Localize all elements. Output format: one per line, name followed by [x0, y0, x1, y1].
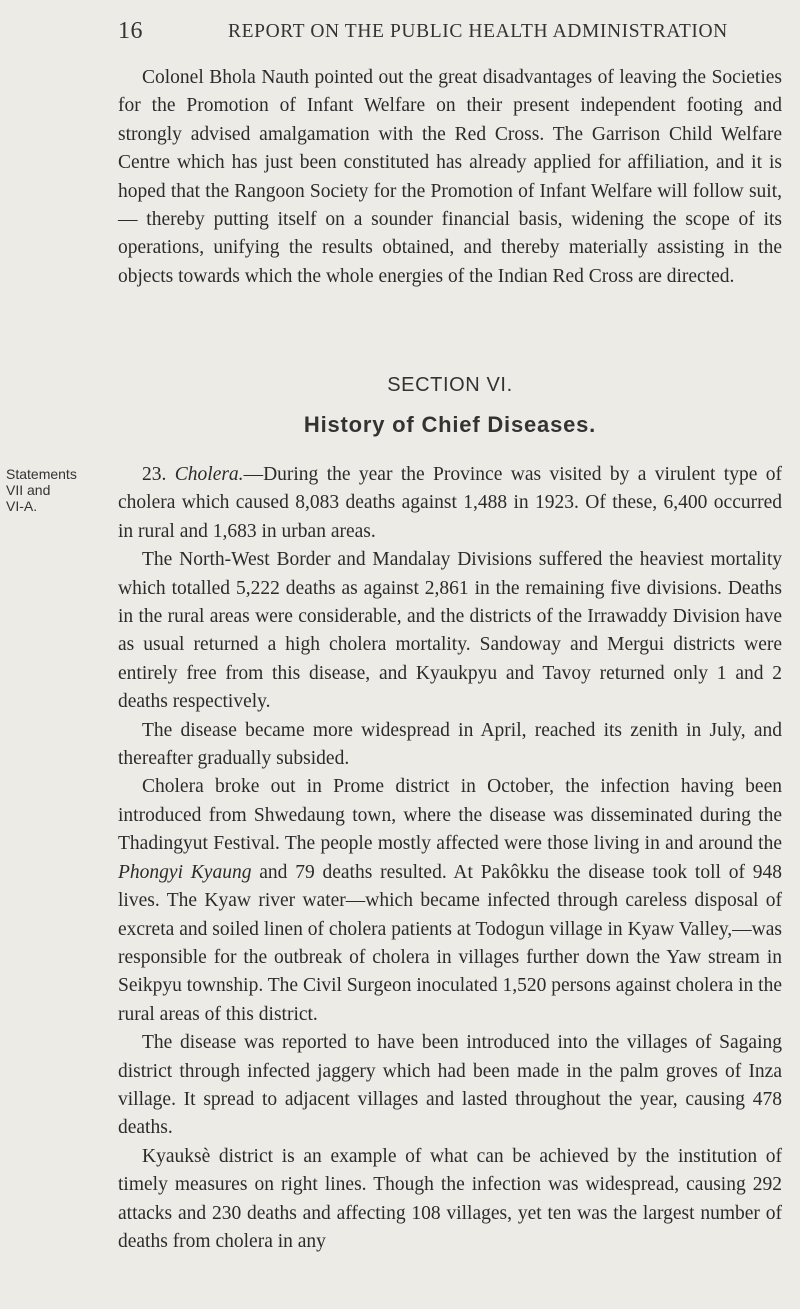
margin-note	[6, 466, 106, 514]
margin-note-line: VI-A.	[6, 498, 38, 514]
disease-title: Cholera.	[174, 464, 244, 485]
cholera-paragraph-3: The disease became more widespread in April, reached its zenith in July, and thereafter gradually subsided.	[118, 719, 782, 770]
cholera-paragraph-5: The disease was reported to have been introduced into the villages of Sagaing district through infected jaggery which had been made in the palm groves of Inza village. It spread to adjacent villages and lasted throughout the year, causing 478 deaths.	[118, 1032, 782, 1139]
cholera-paragraph-2: The North-West Border and Mandalay Divisions suffered the heaviest mortality which totalled 5,222 deaths as against 2,861 in the remaining five divisions. Deaths in the rural areas were considerable, and the districts of the Irrawaddy Division have as usual returned a high cholera mortality. Sandoway and Mergui districts were entirely free from this disease, and Kyaukpyu and Tavoy returned only 1 and 2 deaths respectively.	[118, 549, 782, 713]
page-number: 16	[118, 18, 143, 44]
cholera-paragraph-1	[118, 461, 782, 546]
intro-section	[118, 64, 782, 291]
margin-note-line: Statements	[6, 466, 77, 482]
cholera-section	[118, 461, 782, 1256]
cholera-paragraph-6: Kyauksè district is an example of what can be achieved by the institution of timely measures on right lines. Though the infection was widespread, causing 292 attacks and 230 deaths and affecting 108 villages, yet ten was the largest number of deaths from cholera in any	[118, 1145, 782, 1252]
section-heading: History of Chief Diseases.	[303, 412, 597, 437]
italic-term: Phongyi Kyaung	[118, 861, 252, 883]
paragraph-number: 23.	[142, 464, 167, 485]
paragraph-text: —During the year the Province was visited by a virulent type of cholera which caused 8,083 deaths against 1,488 in 1923. Of these, 6,400 occurred in rural and 1,683 in urban areas.	[118, 464, 782, 542]
paragraph-text: Cholera broke out in Prome district in October, the infection having been introduced from Shwedaung town, where the disease was disseminated during the Thadingyut Festival. The people mostly affected were those living in and around the	[118, 776, 782, 855]
cholera-paragraph-4	[118, 773, 782, 1029]
section-label: SECTION VI.	[387, 374, 513, 396]
running-head: REPORT ON THE PUBLIC HEALTH ADMINISTRATION	[228, 21, 728, 42]
intro-paragraph: Colonel Bhola Nauth pointed out the great disadvantages of leaving the Societies for the Promotion of Infant Welfare on their present independent footing and strongly advised amalgamation with the Red Cross. The Garrison Child Welfare Centre which has just been constituted has already applied for affiliation, and it is hoped that the Rangoon Society for the Promotion of Infant Welfare will follow suit,— thereby putting itself on a sounder financial basis, widening the scope of its operations, unifying the results obtained, and thereby materially assisting in the objects towards which the whole energies of the Indian Red Cross are directed.	[118, 67, 782, 287]
page-header	[118, 18, 740, 52]
paragraph-text: and 79 deaths resulted. At Pakôkku the disease took toll of 948 lives. The Kyaw river water—which became infected through careless disposal of excreta and soiled linen of cholera patients at Todogun village in Kyaw Valley,—was responsible for the outbreak of cholera in villages further down the Yaw stream in Seikpyu township. The Civil Surgeon inoculated 1,520 persons against cholera in the rural areas of this district.	[118, 861, 783, 1025]
margin-note-line: VII and	[6, 482, 51, 498]
